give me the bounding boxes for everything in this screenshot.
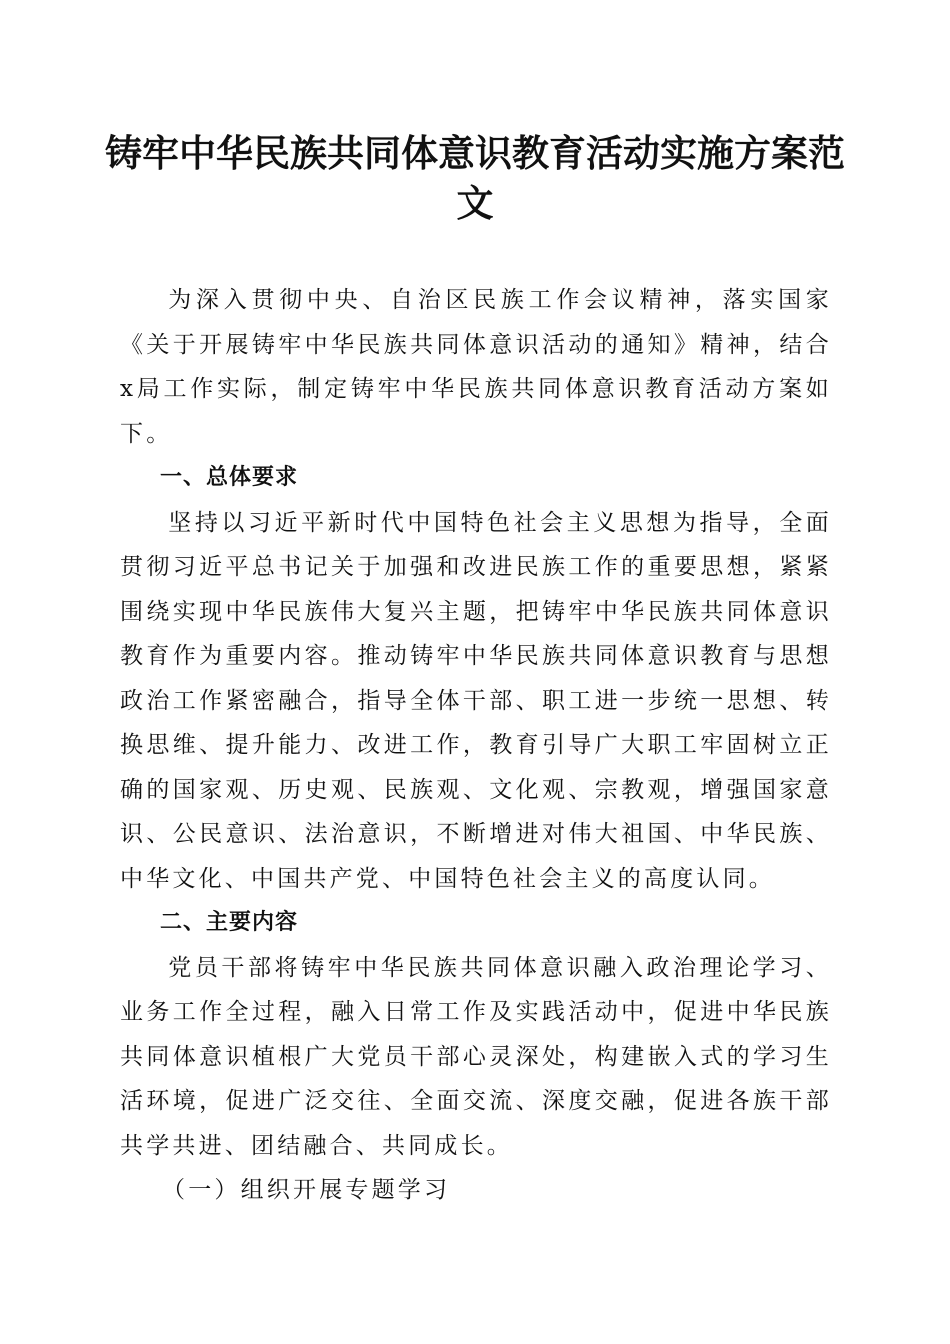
subsection-heading-study: （一）组织开展专题学习 <box>162 1177 451 1203</box>
document-body <box>120 278 832 1213</box>
title-line-1: 铸牢中华民族共同体意识教育活动实施方案范 <box>105 131 845 175</box>
section-heading-general-requirements: 一、总体要求 <box>160 465 299 490</box>
main-content-paragraph: 党员干部将铸牢中华民族共同体意识融入政治理论学习、业务工作全过程，融入日常工作及实践活动中，促进中华民族共同体意识植根广大党员干部心灵深处，构建嵌入式的学习生活环境，促进广泛交往、全面交流、深度交融，促进各族干部共学共进、团结融合、共同成长。 <box>120 954 832 1159</box>
title-line-2: 文 <box>456 181 494 225</box>
general-requirements-paragraph: 坚持以习近平新时代中国特色社会主义思想为指导，全面贯彻习近平总书记关于加强和改进民族工作的重要思想，紧紧围绕实现中华民族伟大复兴主题，把铸牢中华民族共同体意识教育作为重要内容。推动铸牢中华民族共同体意识教育与思想政治工作紧密融合，指导全体干部、职工进一步统一思想、转换思维、提升能力、改进工作，教育引导广大职工牢固树立正确的国家观、历史观、民族观、文化观、宗教观，增强国家意识、公民意识、法治意识，不断增进对伟大祖国、中华民族、中华文化、中国共产党、中国特色社会主义的高度认同。 <box>120 509 832 892</box>
document-title <box>100 128 850 228</box>
intro-paragraph: 为深入贯彻中央、自治区民族工作会议精神，落实国家《关于开展铸牢中华民族共同体意识活动的通知》精神，结合x局工作实际，制定铸牢中华民族共同体意识教育活动方案如下。 <box>120 287 832 447</box>
section-heading-main-content: 二、主要内容 <box>160 910 299 935</box>
